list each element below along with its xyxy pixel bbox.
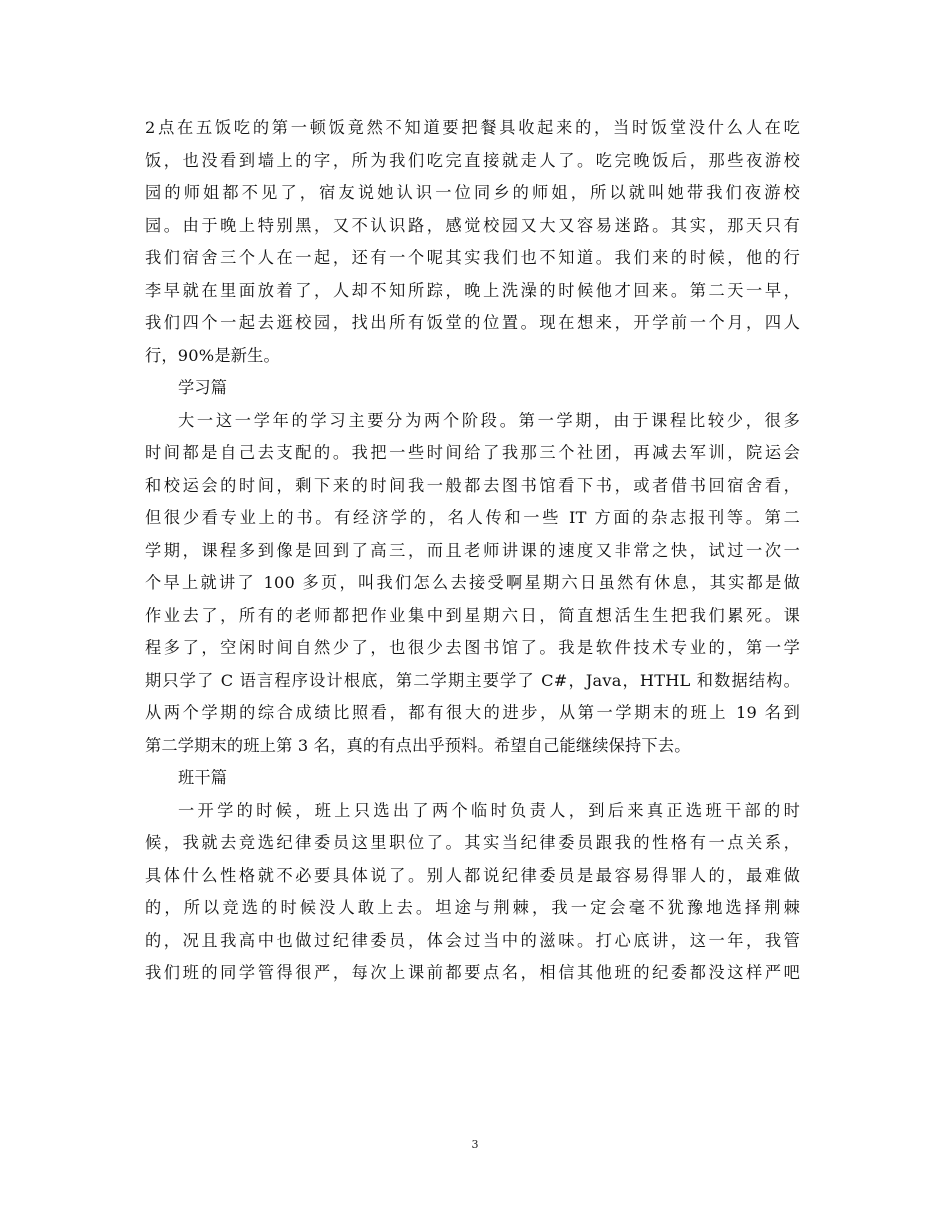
text-line: 的，况且我高中也做过纪律委员，体会过当中的滋味。打心底讲，这一年，我管 [145,930,800,950]
text-line: 个早上就讲了 100 多页，叫我们怎么去接受啊星期六日虽然有休息，其实都是做 [145,573,800,592]
text-line: 和校运会的时间，剩下来的时间我一般都去图书馆看下书，或者借书回宿舍看， [145,475,800,495]
text-line: 一开学的时候，班上只选出了两个临时负责人，到后来真正选班干部的时 [178,800,800,820]
text-line: 我们四个一起去逛校园，找出所有饭堂的位置。现在想来，开学前一个月，四人 [145,313,800,332]
text-line: 期只学了 C 语言程序设计根底，第二学期主要学了 C#，Java，HTHL 和数据结构。 [145,670,800,690]
text-line: 时间都是自己去支配的。我把一些时间给了我那三个社团，再减去军训，院运会 [145,443,800,462]
text-line: 但很少看专业上的书。有经济学的，名人传和一些 IT 方面的杂志报刊等。第二 [145,508,800,527]
section-heading-study: 学习篇 [178,378,228,397]
page-number: 3 [471,1138,479,1151]
text-line: 我们宿舍三个人在一起，还有一个呢其实我们也不知道。我们来的时候，他的行 [145,248,800,267]
text-line: 园的师姐都不见了，宿友说她认识一位同乡的师姐，所以就叫她带我们夜游校 [145,183,800,202]
text-line: 候，我就去竞选纪律委员这里职位了。其实当纪律委员跟我的性格有一点关系， [145,833,800,852]
text-line: 程多了，空闲时间自然少了，也很少去图书馆了。我是软件技术专业的，第一学 [145,638,800,657]
text-line: 2点在五饭吃的第一顿饭竟然不知道要把餐具收起来的，当时饭堂没什么人在吃 [145,118,800,137]
text-line: 饭，也没看到墙上的字，所为我们吃完直接就走人了。吃完晚饭后，那些夜游校 [145,150,800,170]
text-line: 学期，课程多到像是回到了高三，而且老师讲课的速度又非常之快，试过一次一 [145,540,800,560]
text-line: 作业去了，所有的老师都把作业集中到星期六日，简直想活生生把我们累死。课 [145,605,800,625]
text-line: 李早就在里面放着了，人却不知所踪，晚上洗澡的时候他才回来。第二天一早， [145,280,800,300]
text-line: 具体什么性格就不必要具体说了。别人都说纪律委员是最容易得罪人的，最难做 [145,865,800,885]
section-heading-class-cadre: 班干篇 [178,768,228,787]
text-line: 我们班的同学管得很严，每次上课前都要点名，相信其他班的纪委都没这样严吧 [145,963,800,982]
text-line: 行，90%是新生。 [145,345,280,365]
text-line: 从两个学期的综合成绩比照看，都有很大的进步，从第一学期末的班上 19 名到 [145,703,800,722]
text-line: 第二学期末的班上第 3 名，真的有点出乎预料。希望自己能继续保持下去。 [145,735,691,755]
body-text [145,112,800,990]
text-line: 园。由于晚上特别黑，又不认识路，感觉校园又大又容易迷路。其实，那天只有 [145,215,800,235]
text-line: 大一这一学年的学习主要分为两个阶段。第一学期，由于课程比较少，很多 [178,410,800,430]
text-line: 的，所以竞选的时候没人敢上去。坦途与荆棘，我一定会毫不犹豫地选择荆棘 [145,898,800,917]
